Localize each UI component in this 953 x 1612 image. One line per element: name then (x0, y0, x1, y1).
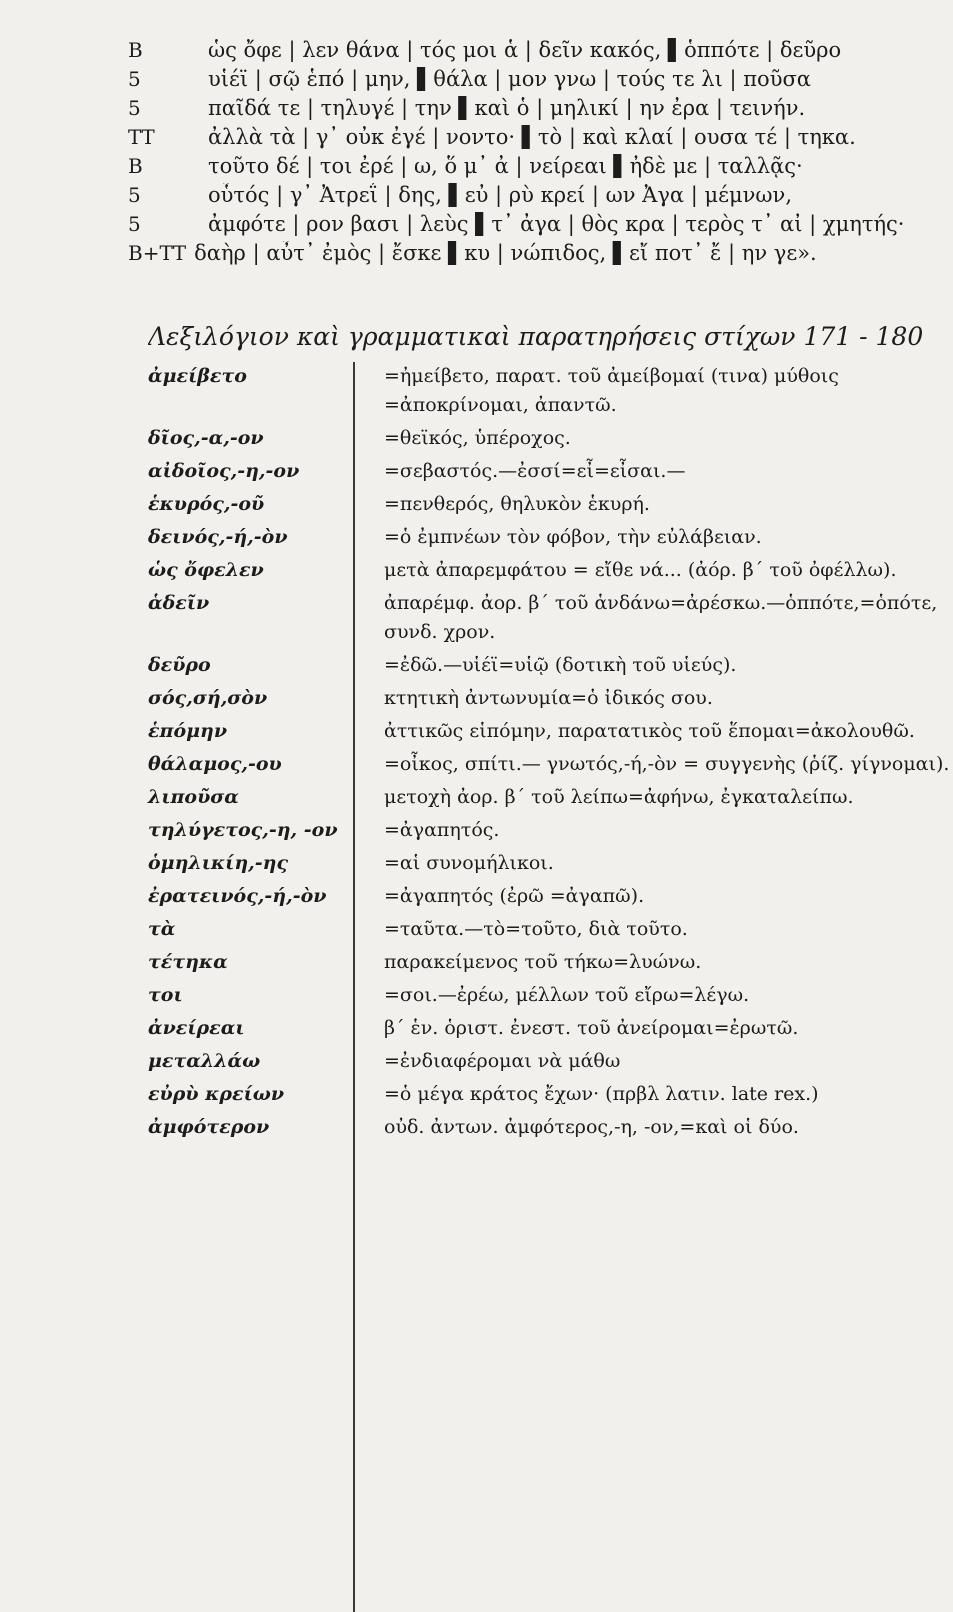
glossary-definition: ἀπαρέμφ. ἀορ. β΄ τοῦ ἁνδάνω=ἀρέσκω.—ὁππότε,=ὁπότε, συνδ. χρον. (384, 592, 938, 643)
verse-text: παῖδά τε | τηλυγέ | την ▌καὶ ὁ | μηλικί | ην ἐρα | τεινήν. (208, 96, 806, 120)
meter-mark: 5 (128, 96, 141, 120)
glossary-term: ἀνείρεαι (148, 1017, 245, 1039)
verse-line (128, 241, 953, 270)
meter-mark: Β (128, 38, 143, 62)
section-heading: Λεξιλόγιον καὶ γραμματικαὶ παρατηρήσεις στίχων 171 - 180 (148, 322, 924, 351)
glossary-entry (148, 750, 953, 779)
glossary-term: εὐρὺ κρείων (148, 1083, 285, 1105)
glossary-entry (148, 490, 953, 519)
glossary-term: ἐρατεινός,-ή,-ὸν (148, 885, 327, 907)
glossary-definition: =σεβαστός.—ἐσσί=εἶ=εἶσαι.— (384, 460, 686, 482)
glossary-entry (148, 1047, 953, 1076)
verse-text: ἀμφότε | ρον βασι | λεὺς ▌τ᾽ ἀγα | θὸς κρα | τερὸς τ᾽ αἰ | χμητής· (208, 212, 905, 236)
verse-line (128, 67, 953, 96)
verse-text: οὗτός | γ᾽ Ἀτρεΐ | δης, ▌εὐ | ρὺ κρεί | ων Ἀγα | μέμνων, (208, 183, 793, 207)
glossary-term: ἀμφότερον (148, 1116, 270, 1138)
glossary-definition: οὐδ. ἀντων. ἀμφότερος,-η, -ον,=καὶ οἱ δύο. (384, 1116, 799, 1138)
meter-mark: 5 (128, 67, 141, 91)
glossary-term: δεῦρο (148, 654, 211, 676)
verse-text: υἱέϊ | σῷ ἑπό | μην, ▌θάλα | μον γνω | τούς τε λι | ποῦσα (208, 67, 811, 91)
glossary-term: θάλαμος,-ου (148, 753, 282, 775)
glossary-definition: ἀττικῶς εἱπόμην, παρατατικὸς τοῦ ἕπομαι=ἀκολουθῶ. (384, 720, 915, 742)
glossary-entry (148, 1113, 953, 1142)
glossary-list (148, 362, 953, 1146)
glossary-definition: =αἱ συνομήλικοι. (384, 852, 554, 874)
glossary-term: σός,σή,σὸν (148, 687, 268, 709)
glossary-entry (148, 948, 953, 977)
glossary-entry (148, 849, 953, 878)
verse-line (128, 183, 953, 212)
glossary-definition: =ὁ μέγα κράτος ἔχων· (πρβλ λατιν. late rex.) (384, 1083, 819, 1105)
glossary-entry (148, 1014, 953, 1043)
glossary-term: τοι (148, 984, 183, 1006)
glossary-term: τηλύγετος,-η, -ον (148, 819, 338, 841)
meter-mark: Β+ΤΤ (128, 241, 187, 265)
glossary-entry (148, 717, 953, 746)
glossary-term: ὁμηλικίη,-ης (148, 852, 289, 874)
glossary-definition: =ἐδῶ.—υἱέϊ=υἱῷ (δοτικὴ τοῦ υἱεύς). (384, 654, 737, 676)
glossary-entry (148, 981, 953, 1010)
verse-text: δαὴρ | αὖτ᾽ ἐμὸς | ἔσκε ▌κυ | νώπιδος, ▌εἴ ποτ᾽ ἔ | ην γε». (194, 241, 817, 265)
verse-line (128, 125, 953, 154)
glossary-term: δῖος,-α,-ον (148, 427, 264, 449)
glossary-entry (148, 362, 953, 420)
verse-line (128, 96, 953, 125)
glossary-entry (148, 589, 953, 647)
glossary-term: δεινός,-ή,-ὸν (148, 526, 288, 548)
glossary-term: μεταλλάω (148, 1050, 261, 1072)
glossary-entry (148, 816, 953, 845)
glossary-definition: =ἐνδιαφέρομαι νὰ μάθω (384, 1050, 621, 1072)
glossary-definition: =ἀγαπητός. (384, 819, 500, 841)
glossary-entry (148, 1080, 953, 1109)
glossary-term: αἰδοῖος,-η,-ον (148, 460, 300, 482)
meter-mark: 5 (128, 212, 141, 236)
glossary-term: ὡς ὄφελεν (148, 559, 264, 581)
glossary-definition: μετὰ ἀπαρεμφάτου = εἴθε νά... (ἀόρ. β΄ τοῦ ὀφέλλω). (384, 559, 897, 581)
glossary-entry (148, 915, 953, 944)
meter-mark: Β (128, 154, 143, 178)
glossary-definition: =σοι.—ἐρέω, μέλλων τοῦ εἴρω=λέγω. (384, 984, 750, 1006)
glossary-entry (148, 651, 953, 680)
glossary-entry (148, 523, 953, 552)
glossary-definition: =ὁ ἐμπνέων τὸν φόβον, τὴν εὐλάβειαν. (384, 526, 762, 548)
glossary-definition: =οἶκος, σπίτι.— γνωτός,-ή,-ὸν = συγγενὴς (ῥίζ. γίγνομαι). (384, 753, 950, 775)
glossary-term: ἑκυρός,-οῦ (148, 493, 265, 515)
glossary-entry (148, 684, 953, 713)
meter-mark: ΤΤ (128, 125, 155, 149)
column-divider (353, 362, 355, 1612)
glossary-definition: β΄ ἑν. ὁριστ. ἐνεστ. τοῦ ἀνείρομαι=ἐρωτῶ. (384, 1017, 799, 1039)
glossary-term: ἁδεῖν (148, 592, 210, 614)
glossary-definition: =πενθερός, θηλυκὸν ἑκυρή. (384, 493, 650, 515)
glossary-entry (148, 783, 953, 812)
scansion-verses (128, 38, 953, 270)
glossary-definition: =ἀγαπητός (ἐρῶ =ἀγαπῶ). (384, 885, 645, 907)
glossary-entry (148, 556, 953, 585)
glossary-entry (148, 424, 953, 453)
glossary-definition: =ταῦτα.—τὸ=τοῦτο, διὰ τοῦτο. (384, 918, 688, 940)
glossary-definition: =ἠμείβετο, παρατ. τοῦ ἀμείβομαί (τινα) μύθοις =ἀποκρίνομαι, ἀπαντῶ. (384, 365, 839, 416)
verse-line (128, 212, 953, 241)
glossary-definition: κτητικὴ ἀντωνυμία=ὁ ἰδικός σου. (384, 687, 713, 709)
glossary-term: ἑπόμην (148, 720, 228, 742)
verse-text: ἀλλὰ τὰ | γ᾽ οὐκ ἐγέ | νοντο· ▌τὸ | καὶ κλαί | ουσα τέ | τηκα. (208, 125, 856, 149)
glossary-term: λιποῦσα (148, 786, 239, 808)
verse-line (128, 38, 953, 67)
glossary-entry (148, 882, 953, 911)
glossary-definition: =θεϊκός, ὑπέροχος. (384, 427, 571, 449)
verse-line (128, 154, 953, 183)
glossary-definition: μετοχὴ ἀορ. β΄ τοῦ λείπω=ἀφήνω, ἐγκαταλείπω. (384, 786, 854, 808)
meter-mark: 5 (128, 183, 141, 207)
glossary-term: τέτηκα (148, 951, 228, 973)
glossary-term: ἀμείβετο (148, 365, 247, 387)
glossary-definition: παρακείμενος τοῦ τήκω=λυώνω. (384, 951, 702, 973)
verse-text: τοῦτο δέ | τοι ἐρέ | ω, ὅ μ᾽ ἀ | νείρεαι ▌ἠδὲ με | ταλλᾷς· (208, 154, 803, 178)
glossary-term: τὰ (148, 918, 176, 940)
verse-text: ὡς ὄφε | λεν θάνα | τός μοι ἁ | δεῖν κακός, ▌ὁππότε | δεῦρο (208, 38, 842, 62)
glossary-entry (148, 457, 953, 486)
